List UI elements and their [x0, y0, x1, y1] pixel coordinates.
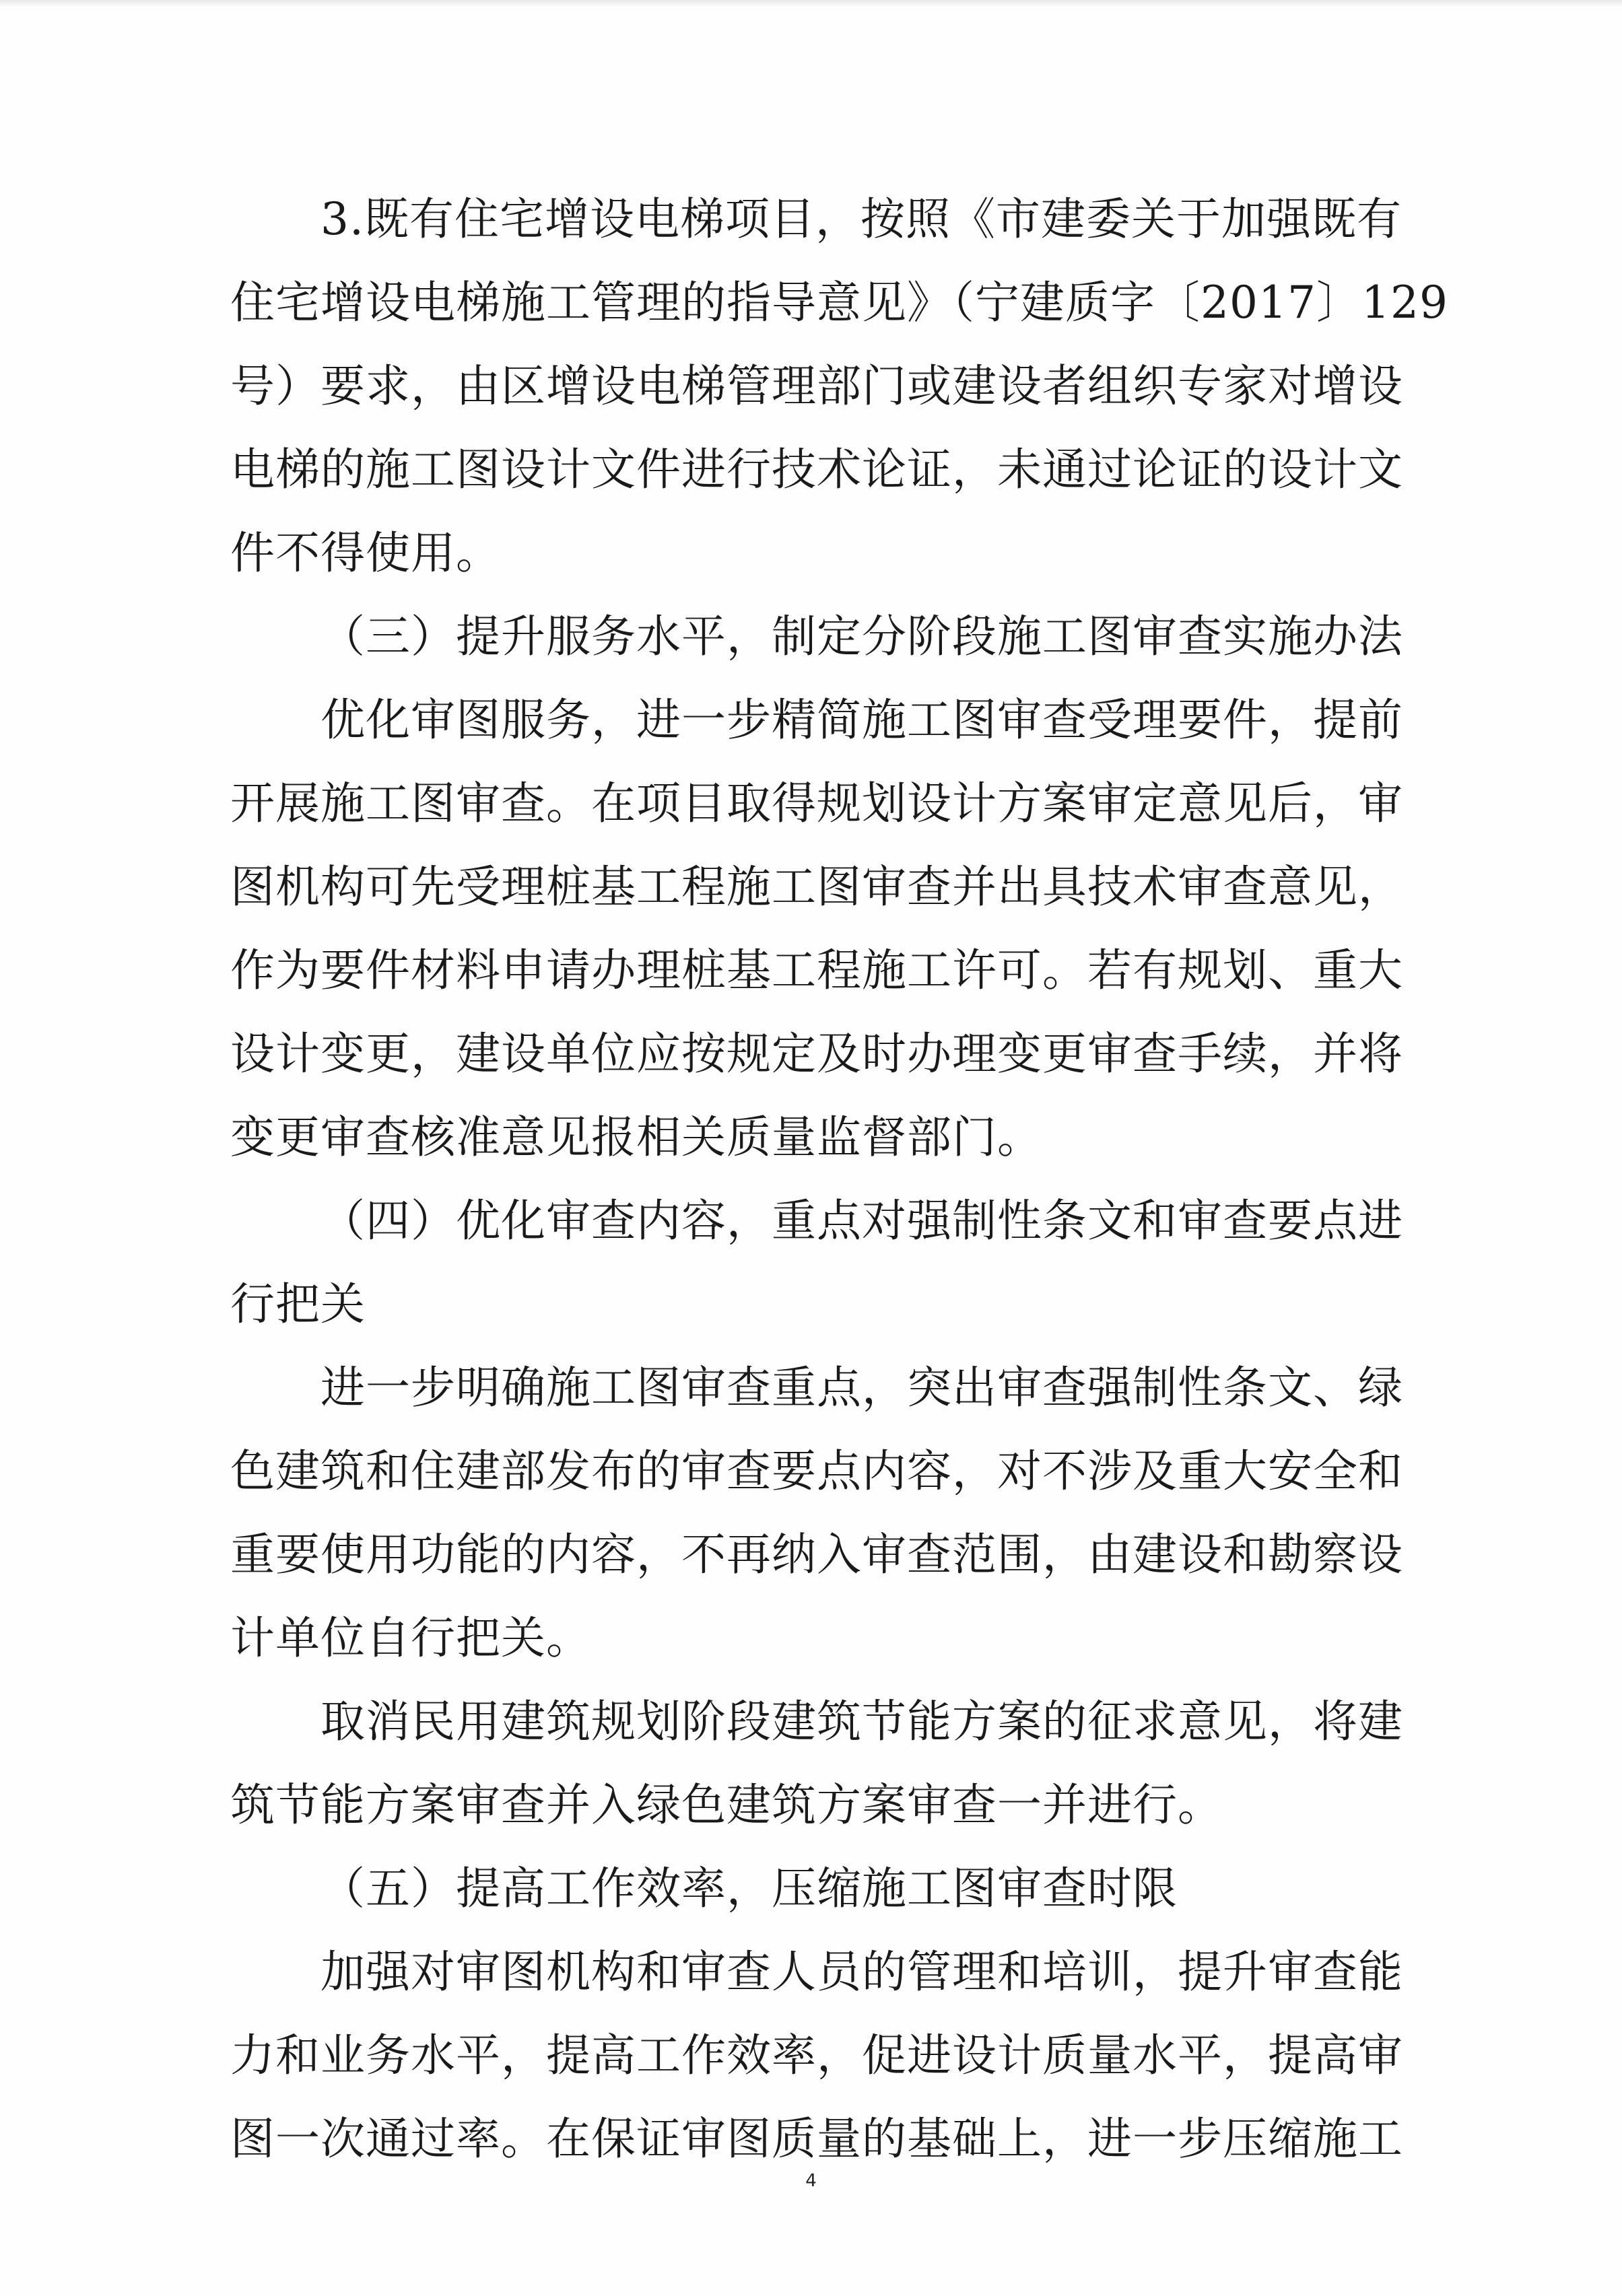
text-line: 图机构可先受理桩基工程施工图审查并出具技术审查意见，	[230, 861, 1403, 913]
heading-line: （五）提高工作效率，压缩施工图审查时限	[320, 1863, 1178, 1914]
paragraph-energy	[230, 1680, 1403, 1847]
text-line: 取消民用建筑规划阶段建筑节能方案的征求意见，将建	[320, 1696, 1403, 1747]
text-line: 图一次通过率。在保证审图质量的基础上，进一步压缩施工	[230, 2113, 1403, 2165]
section-heading-4	[230, 1179, 1403, 1346]
heading-line: （四）优化审查内容，重点对强制性条文和审查要点进	[320, 1195, 1403, 1247]
text-line: 加强对审图机构和审查人员的管理和培训，提升审查能	[320, 1946, 1403, 1998]
text-line: 作为要件材料申请办理桩基工程施工许可。若有规划、重大	[230, 944, 1403, 996]
text-line: 力和业务水平，提高工作效率，促进设计质量水平，提高审	[230, 2029, 1403, 2081]
document-body	[230, 178, 1448, 2181]
text-line: 号）要求，由区增设电梯管理部门或建设者组织专家对增设	[230, 360, 1403, 412]
text-line: 重要使用功能的内容，不再纳入审查范围，由建设和勘察设	[230, 1529, 1403, 1580]
text-line: 变更审查核准意见报相关质量监督部门。	[230, 1111, 1042, 1163]
paragraph-service	[230, 679, 1403, 1179]
text-line: 筑节能方案审查并入绿色建筑方案审查一并进行。	[230, 1779, 1223, 1831]
text-line: 3.既有住宅增设电梯项目，按照《市建委关于加强既有	[320, 193, 1402, 245]
section-heading-5	[230, 1847, 1390, 1930]
text-line: 电梯的施工图设计文件进行技术论证，未通过论证的设计文	[230, 444, 1403, 495]
heading-line: 行把关	[230, 1278, 366, 1330]
paragraph-focus	[230, 1346, 1403, 1680]
text-line: 开展施工图审查。在项目取得规划设计方案审定意见后，审	[230, 777, 1403, 829]
text-line: 件不得使用。	[230, 527, 501, 579]
scan-edge	[0, 0, 1622, 7]
text-line: 进一步明确施工图审查重点，突出审查强制性条文、绿	[320, 1362, 1403, 1414]
text-line: 优化审图服务，进一步精简施工图审查受理要件，提前	[320, 694, 1403, 746]
paragraph-item-3	[230, 178, 1448, 595]
text-line: 色建筑和住建部发布的审查要点内容，对不涉及重大安全和	[230, 1445, 1403, 1497]
text-line: 住宅增设电梯施工管理的指导意见》（宁建质字〔2017〕129	[230, 277, 1448, 328]
section-heading-3	[230, 595, 1403, 679]
text-line: 计单位自行把关。	[230, 1612, 591, 1664]
text-line: 设计变更，建设单位应按规定及时办理变更审查手续，并将	[230, 1028, 1403, 1080]
heading-line: （三）提升服务水平，制定分阶段施工图审查实施办法	[320, 611, 1403, 662]
paragraph-efficiency	[230, 1930, 1403, 2181]
page-number: 4	[805, 2171, 817, 2191]
